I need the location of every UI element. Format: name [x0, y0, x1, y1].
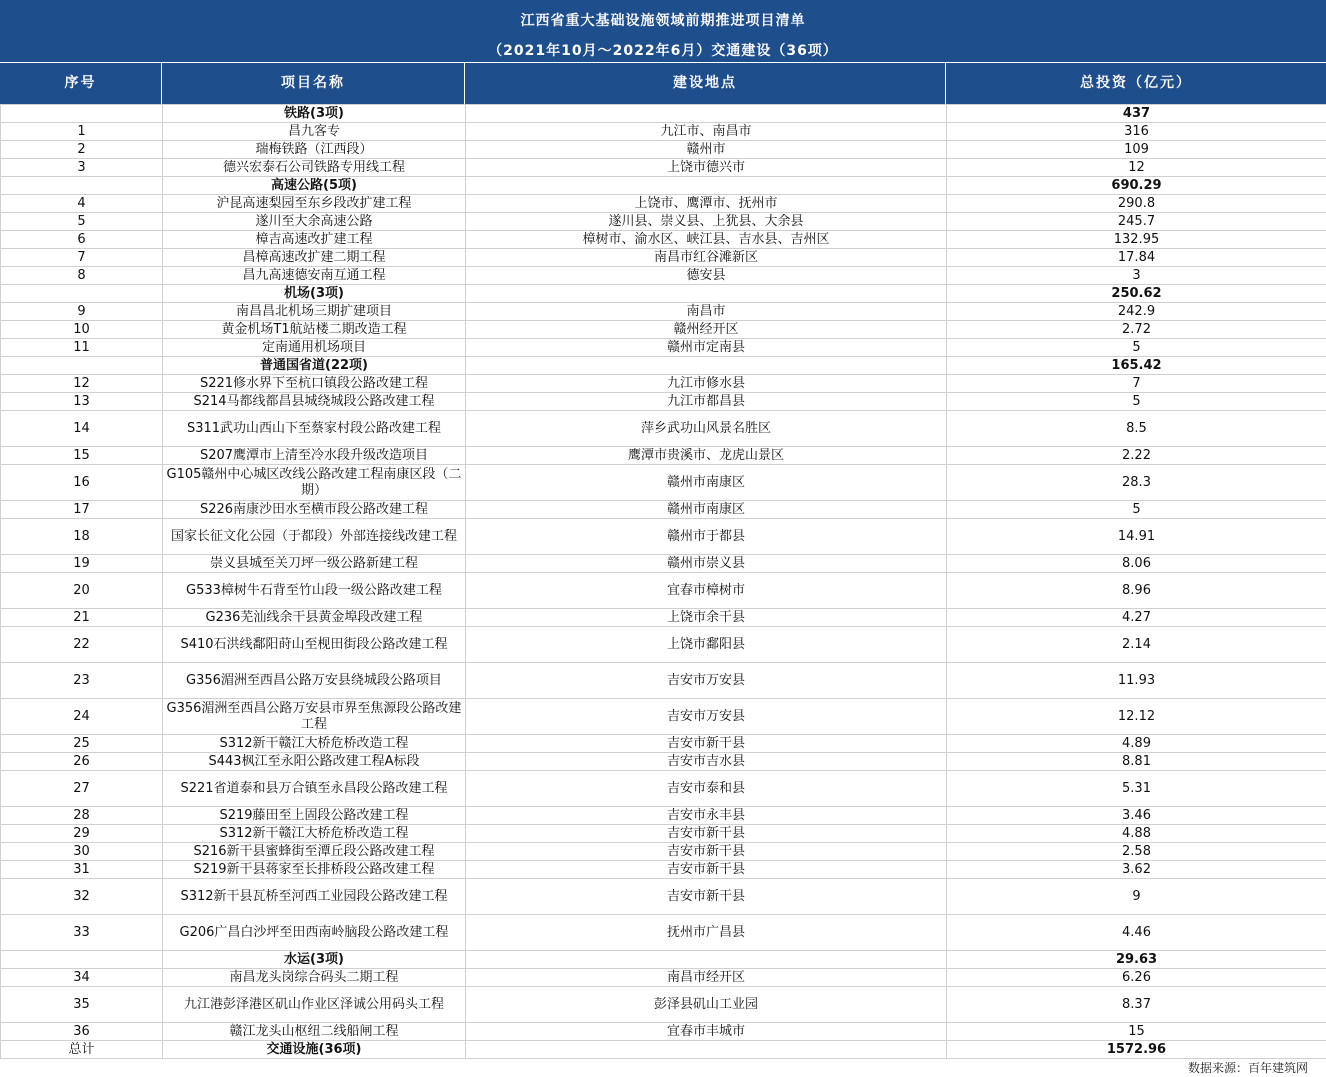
table-row	[1, 735, 1326, 753]
cell-no: 3	[1, 159, 163, 177]
cell-no: 1	[1, 123, 163, 141]
cell-no: 12	[1, 375, 163, 393]
cell-no: 17	[1, 501, 163, 519]
table-row	[1, 861, 1326, 879]
total-row	[1, 1041, 1326, 1059]
header-investment: 总投资（亿元）	[1080, 75, 1192, 91]
cell-no: 18	[1, 519, 163, 555]
cell-name: 昌樟高速改扩建二期工程	[163, 249, 466, 267]
cell-investment: 28.3	[947, 465, 1326, 501]
cell-location: 彭泽县矶山工业园	[466, 987, 947, 1023]
category-row	[1, 177, 1326, 195]
table-row	[1, 969, 1326, 987]
table-row	[1, 519, 1326, 555]
cell-name: 水运(3项)	[163, 951, 466, 969]
table-row	[1, 159, 1326, 177]
cell-investment: 2.72	[947, 321, 1326, 339]
cell-no: 16	[1, 465, 163, 501]
cell-location: 樟树市、渝水区、峡江县、吉水县、吉州区	[466, 231, 947, 249]
cell-name: 机场(3项)	[163, 285, 466, 303]
cell-name: S221修水界下至杭口镇段公路改建工程	[163, 375, 466, 393]
cell-name: 赣江龙头山枢纽二线船闸工程	[163, 1023, 466, 1041]
table-row	[1, 195, 1326, 213]
cell-name: G206广昌白沙坪至田西南岭脑段公路改建工程	[163, 915, 466, 951]
cell-location: 赣州市定南县	[466, 339, 947, 357]
category-row	[1, 285, 1326, 303]
cell-name: 定南通用机场项目	[163, 339, 466, 357]
table-row	[1, 267, 1326, 285]
cell-investment: 3.46	[947, 807, 1326, 825]
table-row	[1, 771, 1326, 807]
cell-investment: 3	[947, 267, 1326, 285]
cell-location: 吉安市新干县	[466, 879, 947, 915]
cell-investment: 11.93	[947, 663, 1326, 699]
title-band	[0, 0, 1326, 62]
cell-location: 遂川县、崇义县、上犹县、大余县	[466, 213, 947, 231]
cell-investment: 132.95	[947, 231, 1326, 249]
cell-location: 赣州市南康区	[466, 465, 947, 501]
cell-location: 吉安市泰和县	[466, 771, 947, 807]
cell-no: 21	[1, 609, 163, 627]
cell-no: 28	[1, 807, 163, 825]
cell-investment: 5	[947, 501, 1326, 519]
category-row	[1, 951, 1326, 969]
cell-location: 南昌市红谷滩新区	[466, 249, 947, 267]
table-row	[1, 501, 1326, 519]
cell-location: 赣州市	[466, 141, 947, 159]
cell-name: S214马都线都昌县城绕城段公路改建工程	[163, 393, 466, 411]
table-header	[0, 62, 1326, 104]
cell-investment: 165.42	[947, 357, 1326, 375]
cell-name: 遂川至大余高速公路	[163, 213, 466, 231]
cell-name: 德兴宏泰石公司铁路专用线工程	[163, 159, 466, 177]
cell-investment: 5	[947, 339, 1326, 357]
cell-name: S221省道泰和县万合镇至永昌段公路改建工程	[163, 771, 466, 807]
table-row	[1, 303, 1326, 321]
cell-name: S443枫江至永阳公路改建工程A标段	[163, 753, 466, 771]
table-row	[1, 825, 1326, 843]
cell-no: 31	[1, 861, 163, 879]
header-no: 序号	[0, 63, 162, 104]
table-row	[1, 699, 1326, 735]
cell-investment: 17.84	[947, 249, 1326, 267]
cell-investment: 290.8	[947, 195, 1326, 213]
cell-no: 36	[1, 1023, 163, 1041]
cell-investment: 15	[947, 1023, 1326, 1041]
table-row	[1, 627, 1326, 663]
cell-name: 崇义县城至关刀坪一级公路新建工程	[163, 555, 466, 573]
cell-investment: 4.88	[947, 825, 1326, 843]
cell-no: 8	[1, 267, 163, 285]
cell-investment: 29.63	[947, 951, 1326, 969]
cell-investment: 14.91	[947, 519, 1326, 555]
cell-investment: 12.12	[947, 699, 1326, 735]
cell-location: 吉安市万安县	[466, 663, 947, 699]
header-name: 项目名称	[162, 63, 465, 104]
cell-name: G105赣州中心城区改线公路改建工程南康区段（二期）	[163, 465, 466, 501]
cell-name: 南昌龙头岗综合码头二期工程	[163, 969, 466, 987]
cell-investment: 8.5	[947, 411, 1326, 447]
cell-no: 14	[1, 411, 163, 447]
cell-investment: 437	[947, 105, 1326, 123]
cell-investment: 7	[947, 375, 1326, 393]
cell-investment: 5	[947, 393, 1326, 411]
cell-no: 2	[1, 141, 163, 159]
table-row	[1, 141, 1326, 159]
cell-no: 26	[1, 753, 163, 771]
cell-investment: 12	[947, 159, 1326, 177]
cell-location: 吉安市吉水县	[466, 753, 947, 771]
table-row	[1, 987, 1326, 1023]
cell-location	[466, 285, 947, 303]
cell-no: 6	[1, 231, 163, 249]
cell-location: 上饶市、鹰潭市、抚州市	[466, 195, 947, 213]
cell-location: 吉安市新干县	[466, 843, 947, 861]
page-title: 江西省重大基础设施领域前期推进项目清单	[520, 13, 806, 29]
cell-no: 5	[1, 213, 163, 231]
cell-no: 15	[1, 447, 163, 465]
cell-no: 35	[1, 987, 163, 1023]
cell-investment: 8.06	[947, 555, 1326, 573]
cell-name: G236芜汕线余干县黄金埠段改建工程	[163, 609, 466, 627]
cell-name: 瑞梅铁路（江西段）	[163, 141, 466, 159]
cell-no	[1, 951, 163, 969]
cell-no	[1, 285, 163, 303]
cell-name: S311武功山西山下至蔡家村段公路改建工程	[163, 411, 466, 447]
cell-name: G356湄洲至西昌公路万安县市界至焦源段公路改建工程	[163, 699, 466, 735]
table-row	[1, 843, 1326, 861]
cell-no: 4	[1, 195, 163, 213]
cell-name: G533樟树牛石背至竹山段一级公路改建工程	[163, 573, 466, 609]
table-row	[1, 807, 1326, 825]
table-row	[1, 411, 1326, 447]
cell-investment: 2.14	[947, 627, 1326, 663]
cell-investment: 4.27	[947, 609, 1326, 627]
cell-name: 铁路(3项)	[163, 105, 466, 123]
cell-no: 7	[1, 249, 163, 267]
table-row	[1, 663, 1326, 699]
cell-location	[466, 177, 947, 195]
category-row	[1, 105, 1326, 123]
cell-no: 20	[1, 573, 163, 609]
category-row	[1, 357, 1326, 375]
cell-no: 23	[1, 663, 163, 699]
cell-location: 吉安市万安县	[466, 699, 947, 735]
cell-name: 昌九客专	[163, 123, 466, 141]
cell-location: 鹰潭市贵溪市、龙虎山景区	[466, 447, 947, 465]
cell-name: G356湄洲至西昌公路万安县绕城段公路项目	[163, 663, 466, 699]
cell-investment: 109	[947, 141, 1326, 159]
cell-investment: 5.31	[947, 771, 1326, 807]
cell-location: 南昌市	[466, 303, 947, 321]
cell-name: 高速公路(5项)	[163, 177, 466, 195]
table-row	[1, 555, 1326, 573]
table-row	[1, 231, 1326, 249]
cell-location	[466, 1041, 947, 1059]
cell-location: 九江市都昌县	[466, 393, 947, 411]
cell-no	[1, 105, 163, 123]
table-row	[1, 447, 1326, 465]
header-location: 建设地点	[465, 63, 946, 104]
page-subtitle: （2021年10月～2022年6月）交通建设（36项）	[488, 43, 838, 59]
cell-investment: 242.9	[947, 303, 1326, 321]
cell-location: 吉安市新干县	[466, 861, 947, 879]
cell-location: 赣州市于都县	[466, 519, 947, 555]
cell-name: 九江港彭泽港区矶山作业区泽诚公用码头工程	[163, 987, 466, 1023]
cell-location: 上饶市余干县	[466, 609, 947, 627]
cell-no: 总计	[1, 1041, 163, 1059]
cell-no: 25	[1, 735, 163, 753]
cell-name: S312新干赣江大桥危桥改造工程	[163, 735, 466, 753]
table-row	[1, 879, 1326, 915]
cell-name: 普通国省道(22项)	[163, 357, 466, 375]
table-row	[1, 1023, 1326, 1041]
cell-no: 24	[1, 699, 163, 735]
table-row	[1, 915, 1326, 951]
cell-investment: 4.46	[947, 915, 1326, 951]
cell-no: 29	[1, 825, 163, 843]
cell-name: S410石洪线鄱阳莳山至枧田街段公路改建工程	[163, 627, 466, 663]
cell-investment: 1572.96	[947, 1041, 1326, 1059]
cell-investment: 245.7	[947, 213, 1326, 231]
cell-name: S219新干县蒋家至长排桥段公路改建工程	[163, 861, 466, 879]
table-row	[1, 321, 1326, 339]
table-row	[1, 249, 1326, 267]
cell-investment: 6.26	[947, 969, 1326, 987]
cell-name: S207鹰潭市上清至冷水段升级改造项目	[163, 447, 466, 465]
cell-name: S216新干县蜜蜂街至潭丘段公路改建工程	[163, 843, 466, 861]
cell-location: 德安县	[466, 267, 947, 285]
table-row	[1, 573, 1326, 609]
cell-location: 九江市、南昌市	[466, 123, 947, 141]
cell-investment: 250.62	[947, 285, 1326, 303]
cell-location: 吉安市永丰县	[466, 807, 947, 825]
cell-no: 30	[1, 843, 163, 861]
cell-location: 吉安市新干县	[466, 825, 947, 843]
table-row	[1, 465, 1326, 501]
cell-name: 沪昆高速梨园至东乡段改扩建工程	[163, 195, 466, 213]
table-row	[1, 609, 1326, 627]
cell-location: 吉安市新干县	[466, 735, 947, 753]
cell-location: 宜春市樟树市	[466, 573, 947, 609]
cell-name: 樟吉高速改扩建工程	[163, 231, 466, 249]
cell-name: 南昌昌北机场三期扩建项目	[163, 303, 466, 321]
cell-no: 22	[1, 627, 163, 663]
cell-location: 抚州市广昌县	[466, 915, 947, 951]
cell-location	[466, 105, 947, 123]
cell-location: 赣州经开区	[466, 321, 947, 339]
cell-investment: 316	[947, 123, 1326, 141]
cell-investment: 8.37	[947, 987, 1326, 1023]
table-row	[1, 375, 1326, 393]
cell-location: 南昌市经开区	[466, 969, 947, 987]
cell-investment: 9	[947, 879, 1326, 915]
cell-no: 13	[1, 393, 163, 411]
cell-name: 交通设施(36项)	[163, 1041, 466, 1059]
cell-no	[1, 177, 163, 195]
table-row	[1, 339, 1326, 357]
table-row	[1, 123, 1326, 141]
cell-name: S226南康沙田水至横市段公路改建工程	[163, 501, 466, 519]
cell-name: S312新干县瓦桥至河西工业园段公路改建工程	[163, 879, 466, 915]
cell-location	[466, 357, 947, 375]
cell-investment: 2.58	[947, 843, 1326, 861]
cell-investment: 690.29	[947, 177, 1326, 195]
cell-location: 赣州市崇义县	[466, 555, 947, 573]
cell-investment: 4.89	[947, 735, 1326, 753]
data-source: 数据来源：百年建筑网	[1187, 1061, 1308, 1075]
cell-investment: 3.62	[947, 861, 1326, 879]
cell-no: 34	[1, 969, 163, 987]
table-row	[1, 213, 1326, 231]
cell-no	[1, 357, 163, 375]
cell-no: 32	[1, 879, 163, 915]
cell-no: 27	[1, 771, 163, 807]
cell-location: 萍乡武功山风景名胜区	[466, 411, 947, 447]
cell-location: 宜春市丰城市	[466, 1023, 947, 1041]
table-row	[1, 393, 1326, 411]
cell-no: 19	[1, 555, 163, 573]
cell-no: 11	[1, 339, 163, 357]
cell-no: 10	[1, 321, 163, 339]
cell-location: 上饶市德兴市	[466, 159, 947, 177]
cell-no: 33	[1, 915, 163, 951]
cell-investment: 8.96	[947, 573, 1326, 609]
cell-location	[466, 951, 947, 969]
cell-location: 赣州市南康区	[466, 501, 947, 519]
cell-name: 国家长征文化公园（于都段）外部连接线改建工程	[163, 519, 466, 555]
cell-location: 上饶市鄱阳县	[466, 627, 947, 663]
cell-investment: 8.81	[947, 753, 1326, 771]
project-table	[0, 104, 1326, 1059]
cell-investment: 2.22	[947, 447, 1326, 465]
cell-location: 九江市修水县	[466, 375, 947, 393]
cell-no: 9	[1, 303, 163, 321]
table-row	[1, 753, 1326, 771]
cell-name: 黄金机场T1航站楼二期改造工程	[163, 321, 466, 339]
cell-name: 昌九高速德安南互通工程	[163, 267, 466, 285]
cell-name: S312新干赣江大桥危桥改造工程	[163, 825, 466, 843]
cell-name: S219藤田至上固段公路改建工程	[163, 807, 466, 825]
